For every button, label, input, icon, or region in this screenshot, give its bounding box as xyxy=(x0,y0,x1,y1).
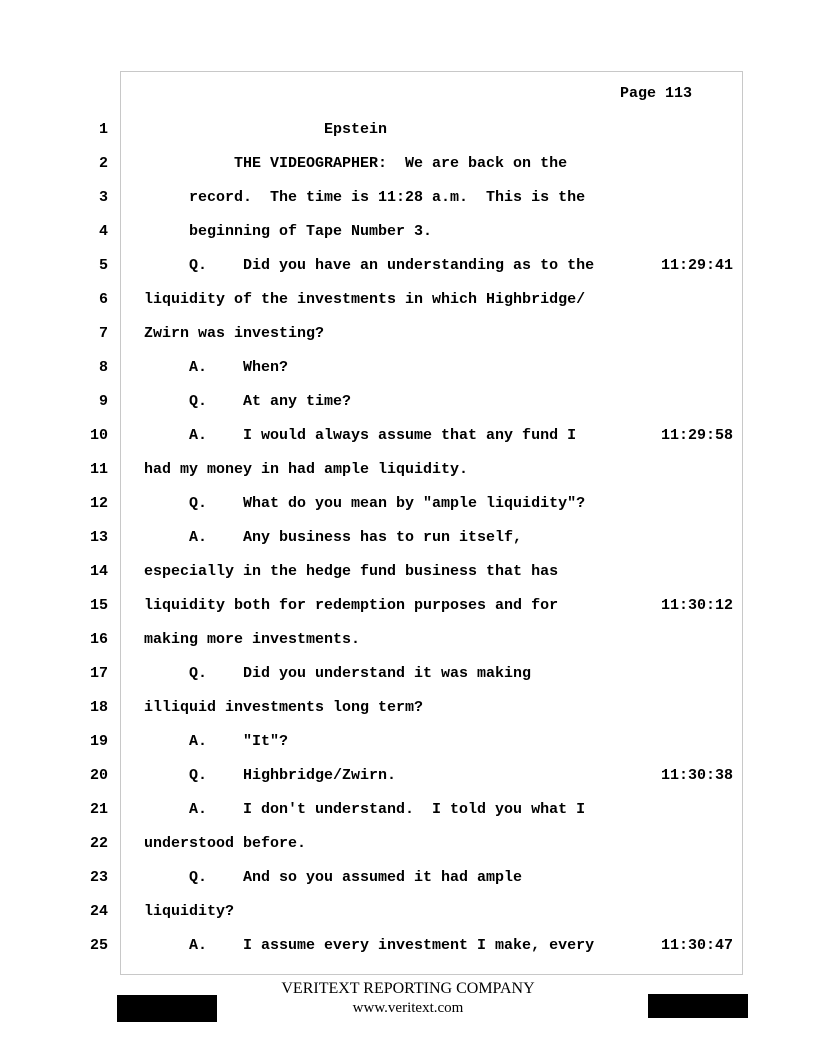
line-number: 11 xyxy=(89,461,108,478)
transcript-line xyxy=(0,563,816,581)
line-number: 2 xyxy=(98,155,108,172)
line-text: Zwirn was investing? xyxy=(144,325,325,342)
line-number: 4 xyxy=(98,223,108,240)
transcript-line xyxy=(0,359,816,377)
transcript-line xyxy=(0,189,816,207)
line-text: THE VIDEOGRAPHER: We are back on the xyxy=(144,155,568,172)
transcript-line xyxy=(0,529,816,547)
transcript-line xyxy=(0,223,816,241)
line-text: beginning of Tape Number 3. xyxy=(144,223,433,240)
footer-url: www.veritext.com xyxy=(352,1000,464,1016)
transcript-line xyxy=(0,801,816,819)
line-text: A. "It"? xyxy=(144,733,289,750)
line-number: 19 xyxy=(89,733,108,750)
line-number: 6 xyxy=(98,291,108,308)
page-number: Page 113 xyxy=(620,85,693,102)
transcript-line xyxy=(0,597,816,615)
line-text: making more investments. xyxy=(144,631,361,648)
transcript-line xyxy=(0,665,816,683)
line-number: 17 xyxy=(89,665,108,682)
line-text: A. When? xyxy=(144,359,289,376)
transcript-line xyxy=(0,393,816,411)
transcript-line xyxy=(0,257,816,275)
line-number: 25 xyxy=(89,937,108,954)
timestamp: 11:29:41 xyxy=(661,257,734,274)
line-number: 14 xyxy=(89,563,108,580)
line-number: 18 xyxy=(89,699,108,716)
timestamp: 11:30:38 xyxy=(661,767,734,784)
line-text: Q. At any time? xyxy=(144,393,352,410)
line-text: record. The time is 11:28 a.m. This is the xyxy=(144,189,586,206)
transcript-line xyxy=(0,121,816,139)
redaction-box-right xyxy=(648,994,748,1018)
transcript-line xyxy=(0,869,816,887)
line-number: 12 xyxy=(89,495,108,512)
line-number: 16 xyxy=(89,631,108,648)
line-text: liquidity both for redemption purposes and for xyxy=(144,597,559,614)
transcript-line xyxy=(0,461,816,479)
redaction-box-left xyxy=(117,995,217,1022)
line-text: had my money in had ample liquidity. xyxy=(144,461,469,478)
line-number: 8 xyxy=(98,359,108,376)
line-number: 24 xyxy=(89,903,108,920)
line-text: Q. Highbridge/Zwirn. xyxy=(144,767,397,784)
footer-company: VERITEXT REPORTING COMPANY xyxy=(281,980,535,997)
transcript-line xyxy=(0,325,816,343)
transcript-line xyxy=(0,155,816,173)
transcript-line xyxy=(0,291,816,309)
transcript-line xyxy=(0,937,816,955)
transcript-line xyxy=(0,903,816,921)
line-text: understood before. xyxy=(144,835,307,852)
transcript-line xyxy=(0,835,816,853)
line-number: 9 xyxy=(98,393,108,410)
line-text: Q. What do you mean by "ample liquidity"? xyxy=(144,495,586,512)
transcript-line xyxy=(0,699,816,717)
line-text: liquidity? xyxy=(144,903,235,920)
line-text: A. I would always assume that any fund I xyxy=(144,427,577,444)
line-text: A. I don't understand. I told you what I xyxy=(144,801,586,818)
line-number: 20 xyxy=(89,767,108,784)
line-text: illiquid investments long term? xyxy=(144,699,424,716)
transcript-line xyxy=(0,495,816,513)
line-number: 7 xyxy=(98,325,108,342)
transcript-line xyxy=(0,631,816,649)
line-number: 22 xyxy=(89,835,108,852)
timestamp: 11:30:12 xyxy=(661,597,734,614)
transcript-line xyxy=(0,767,816,785)
line-number: 1 xyxy=(98,121,108,138)
line-text: liquidity of the investments in which Highbridge/ xyxy=(144,291,586,308)
line-number: 23 xyxy=(89,869,108,886)
line-text: A. Any business has to run itself, xyxy=(144,529,523,546)
line-number: 13 xyxy=(89,529,108,546)
line-text: Epstein xyxy=(144,121,388,138)
line-number: 10 xyxy=(89,427,108,444)
line-number: 15 xyxy=(89,597,108,614)
line-text: Q. Did you have an understanding as to the xyxy=(144,257,595,274)
line-text: especially in the hedge fund business that has xyxy=(144,563,559,580)
timestamp: 11:29:58 xyxy=(661,427,734,444)
line-text: Q. And so you assumed it had ample xyxy=(144,869,523,886)
line-text: Q. Did you understand it was making xyxy=(144,665,532,682)
line-number: 21 xyxy=(89,801,108,818)
line-number: 5 xyxy=(98,257,108,274)
transcript-line xyxy=(0,733,816,751)
timestamp: 11:30:47 xyxy=(661,937,734,954)
line-text: A. I assume every investment I make, every xyxy=(144,937,595,954)
transcript-line xyxy=(0,427,816,445)
line-number: 3 xyxy=(98,189,108,206)
